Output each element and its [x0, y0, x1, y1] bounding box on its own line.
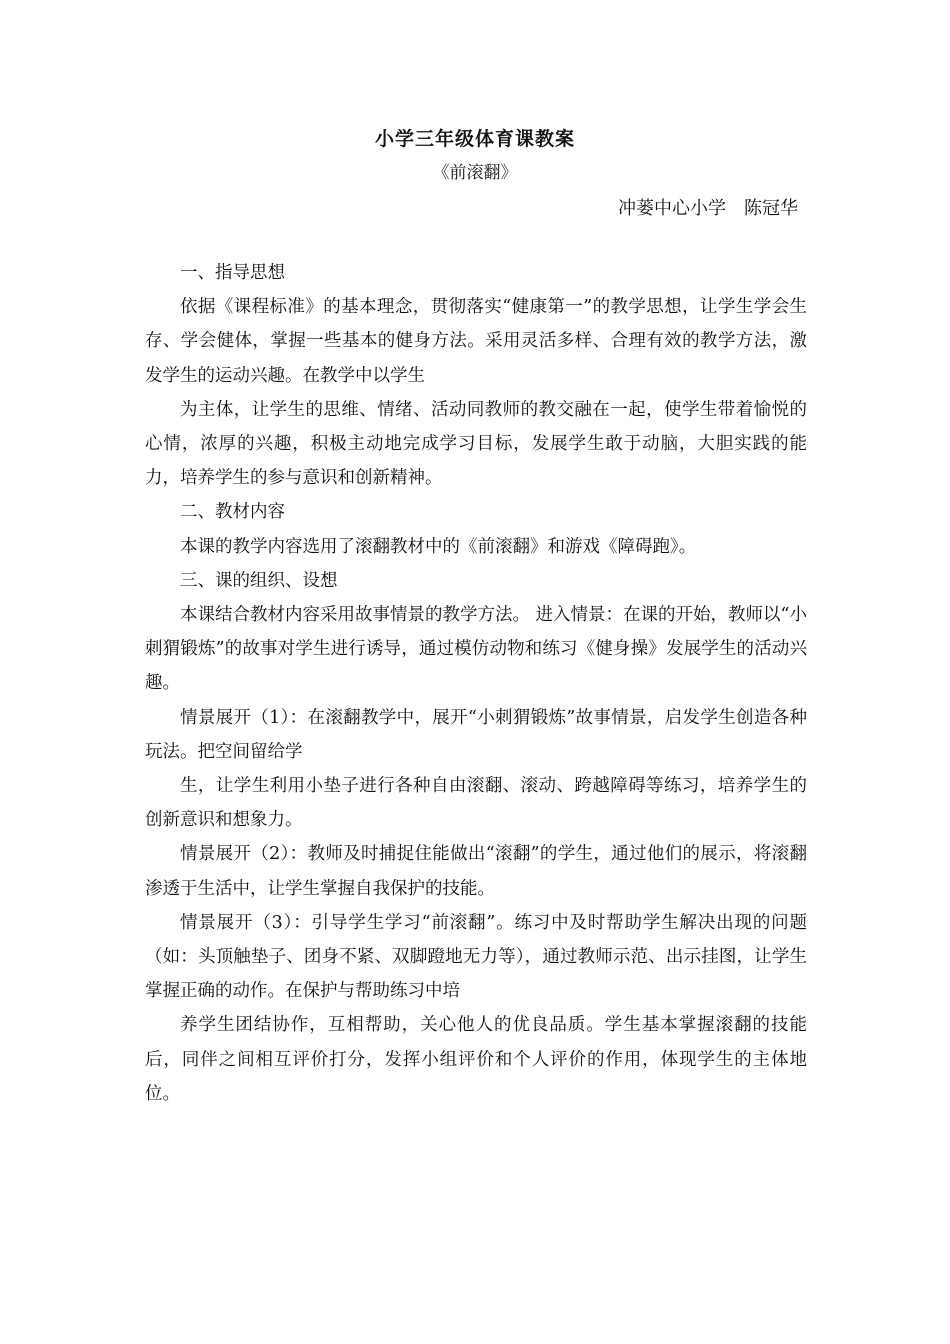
paragraph: 为主体，让学生的思维、情绪、活动同教师的教交融在一起，使学生带着愉悦的心情，浓厚的兴趣，积极主动地完成学习目标，发展学生敢于动脑，大胆实践的能力，培养学生的参与意识和创新精神。 [145, 399, 807, 489]
paragraph: 情景展开（3）：引导学生学习“前滚翻”。练习中及时帮助学生解决出现的问题（如：头顶触垫子、团身不紧、双脚蹬地无力等），通过教师示范、出示挂图，让学生掌握正确的动作。在保护与帮助练习中培 [145, 912, 807, 1002]
paragraph: 养学生团结协作，互相帮助，关心他人的优良品质。学生基本掌握滚翻的技能后，同伴之间相互评价打分，发挥小组评价和个人评价的作用，体现学生的主体地位。 [145, 1015, 807, 1104]
document-subtitle: 《前滚翻》 [432, 163, 518, 183]
paragraph: 情景展开（1）：在滚翻教学中，展开“小刺猬锻炼”故事情景，启发学生创造各种玩法。把空间留给学 [145, 707, 807, 762]
paragraph: 依据《课程标准》的基本理念，贯彻落实“健康第一”的教学思想，让学生学会生存、学会健体，掌握一些基本的健身方法。采用灵活多样、合理有效的教学方法，激发学生的运动兴趣。在教学中以学生 [145, 297, 807, 386]
document-author: 冲蒌中心小学 陈冠华 [618, 198, 798, 219]
paragraph: 本课结合教材内容采用故事情景的教学方法。 进入情景：在课的开始，教师以“小刺猬锻炼”的故事对学生进行诱导，通过模仿动物和练习《健身操》发展学生的活动兴趣。 [145, 605, 808, 694]
section-heading-teaching-content: 二、教材内容 [180, 502, 285, 523]
section-heading-organization: 三、课的组织、设想 [180, 570, 338, 591]
paragraph: 本课的教学内容选用了滚翻教材中的《前滚翻》和游戏《障碍跑》。 [180, 536, 697, 557]
paragraph: 生，让学生利用小垫子进行各种自由滚翻、滚动、跨越障碍等练习，培养学生的创新意识和想象力。 [145, 776, 807, 831]
document-title: 小学三年级体育课教案 [374, 128, 575, 150]
section-heading-guiding-ideology: 一、指导思想 [180, 263, 285, 283]
paragraph: 情景展开（2）：教师及时捕捉住能做出“滚翻”的学生，通过他们的展示，将滚翻渗透于生活中，让学生掌握自我保护的技能。 [145, 844, 807, 899]
document-body [145, 256, 807, 1111]
